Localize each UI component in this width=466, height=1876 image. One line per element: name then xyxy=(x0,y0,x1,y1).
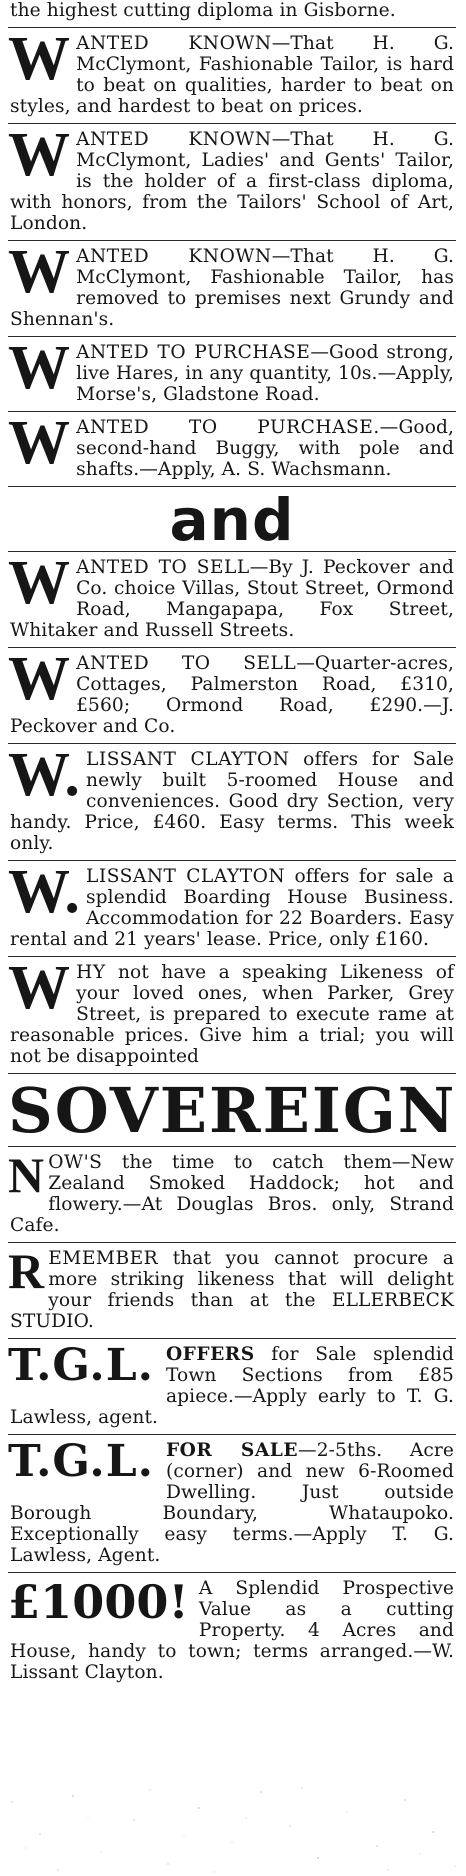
drop-capital: W xyxy=(8,238,71,306)
ad-text: —That H. G. McClymont, Fashionable Tailor, has removed to premises next Grundy and Shennan's. xyxy=(10,246,454,330)
ad-mcclymont-diploma xyxy=(8,121,456,238)
ad-text: —By J. Peckover and Co. choice Villas, Stout Street, Ormond Road, Mangapapa, Fox Street, Whitaker and Russell Streets. xyxy=(10,557,454,641)
ad-text: A Splendid Prospective Value as a cutting Property. 4 Acres and House, handy to town; terms arranged.—W. Lissant Clayton. xyxy=(10,1578,454,1683)
divider xyxy=(8,27,456,28)
drop-capital: W. xyxy=(8,858,81,926)
drop-capital: W xyxy=(8,409,71,477)
ad-lead: LISSANT CLAYTON xyxy=(86,866,286,887)
divider xyxy=(8,336,456,337)
ad-lead: HY xyxy=(76,962,106,983)
ad-lead: LISSANT CLAYTON xyxy=(86,749,290,770)
divider xyxy=(8,1338,456,1339)
drop-capital: W xyxy=(8,954,71,1022)
ad-lead: EMEMBER xyxy=(48,1248,159,1269)
divider xyxy=(8,123,456,124)
divider xyxy=(8,240,456,241)
drop-capital: N xyxy=(8,1147,45,1203)
ad-purchase-hares xyxy=(8,334,456,409)
ad-lead: FOR SALE xyxy=(165,1440,299,1461)
ad-text: not have a speaking Likeness of your loved ones, when Parker, Grey Street, is prepared to execute rame at reasonable prices. Give him a trial; you will not be disappointed xyxy=(10,962,454,1067)
ad-lead: ANTED TO PURCHASE. xyxy=(76,417,380,438)
ad-lead: ANTED KNOWN xyxy=(76,246,272,267)
ad-gisborne-diploma xyxy=(8,0,456,25)
ad-text: offers for sale a splendid Boarding House Business. Accommodation for 22 Boarders. Easy rental and 21 years' lease. Price, only £160. xyxy=(10,866,454,950)
ad-lead: OFFERS xyxy=(165,1344,255,1365)
ad-lead: ANTED TO PURCHASE xyxy=(76,342,311,363)
divider xyxy=(8,647,456,648)
ad-mcclymont-removed xyxy=(8,238,456,334)
divider xyxy=(8,1434,456,1435)
ad-smoked-haddock xyxy=(8,1149,456,1240)
drop-capital: W xyxy=(8,121,71,189)
ad-clayton-boarding xyxy=(8,858,456,954)
divider xyxy=(8,411,456,412)
ad-text: that you cannot procure a more striking likeness that will delight your friends than at the ELLERBECK STUDIO. xyxy=(10,1248,454,1332)
divider xyxy=(8,1572,456,1573)
ad-sell-villas xyxy=(8,549,456,645)
drop-capital: W. xyxy=(8,741,81,809)
ad-prospective-value xyxy=(8,1575,456,1687)
ad-text: the highest cutting diploma in Gisborne. xyxy=(10,0,396,21)
ad-parker-likeness xyxy=(8,954,456,1071)
drop-capital: W xyxy=(8,334,71,402)
ad-lead: ANTED TO SELL xyxy=(76,653,297,674)
ad-lead: ANTED KNOWN xyxy=(76,129,272,150)
tgl-mark: T.G.L. xyxy=(8,1436,154,1487)
drop-capital: W xyxy=(8,645,71,713)
ad-mcclymont-beat xyxy=(8,25,456,121)
ad-purchase-buggy xyxy=(8,409,456,484)
paper-speckle xyxy=(0,1782,466,1876)
ad-ellerbeck-studio xyxy=(8,1245,456,1336)
ad-text: offers for Sale newly built 5-roomed House and conveniences. Good dry Section, very handy. Price, £460. Easy terms. This week only. xyxy=(10,749,454,854)
ad-lead: ANTED KNOWN xyxy=(76,33,272,54)
ad-text: for Sale splendid Town Sections from £85 apiece.—Apply early to T. G. Lawless, agent. xyxy=(10,1344,454,1428)
ad-text: —Quarter-acres, Cottages, Palmerston Road, £310, £560; Ormond Road, £290.—J. Peckover and Co. xyxy=(10,653,454,737)
banner-sovereign: SOVEREIGN xyxy=(8,1074,457,1147)
drop-capital: W xyxy=(8,25,71,93)
classified-column xyxy=(8,0,456,1687)
divider xyxy=(8,1242,456,1243)
ad-clayton-house xyxy=(8,741,456,858)
drop-capital: R xyxy=(8,1243,45,1299)
ad-text: —Good strong, live Hares, in any quantity, 10s.—Apply, Morse's, Gladstone Road. xyxy=(76,342,454,405)
divider xyxy=(8,956,456,957)
ad-lead: OW'S xyxy=(48,1152,103,1173)
price-mark: £1000! xyxy=(8,1575,189,1629)
drop-capital: W xyxy=(8,549,71,617)
ad-lead: ANTED TO SELL xyxy=(76,557,250,578)
ad-sell-quarter-acres xyxy=(8,645,456,741)
ad-text: —That H. G. McClymont, Fashionable Tailor, is hard to beat on qualities, harder to beat on styles, and hardest to beat on prices. xyxy=(10,33,454,117)
ad-tgl-sections xyxy=(8,1341,456,1432)
ad-text: —2-5ths. Acre (corner) and new 6-Roomed Dwelling. Just outside Borough Boundary, Whataupoko. Exceptionally easy terms.—Apply T. G. Lawless, Agent. xyxy=(10,1440,454,1566)
ad-tgl-dwelling xyxy=(8,1437,456,1570)
banner-and: and xyxy=(169,486,295,554)
ad-text: the time to catch them—New Zealand Smoked Haddock; hot and flowery.—At Douglas Bros. only, Strand Cafe. xyxy=(10,1152,454,1236)
ad-text: —That H. G. McClymont, Ladies' and Gents' Tailor, is the holder of a first-class diploma, with honors, from the Tailors' School of Art, London. xyxy=(10,129,454,234)
ad-text: —Good, second-hand Buggy, with pole and shafts.—Apply, A. S. Wachsmann. xyxy=(76,417,454,480)
tgl-mark: T.G.L. xyxy=(8,1340,154,1391)
